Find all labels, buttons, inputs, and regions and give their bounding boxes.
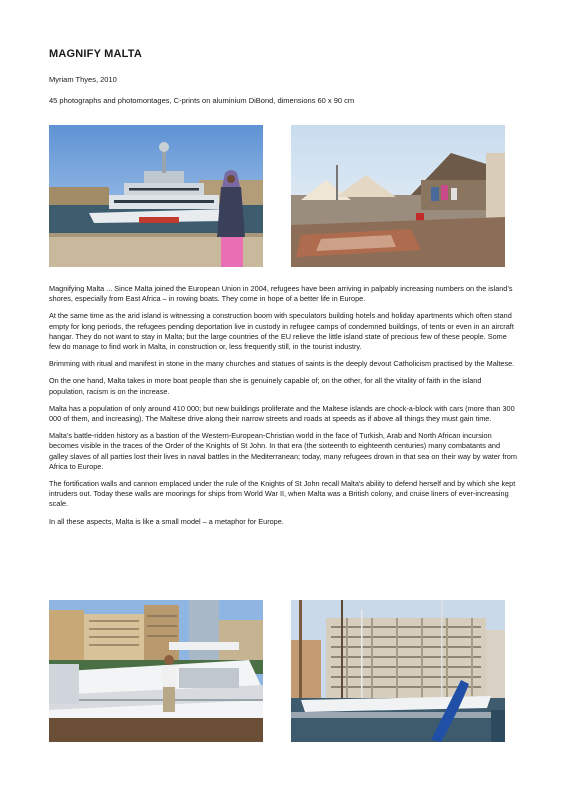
photo-boat-hotels (49, 600, 263, 742)
photo-yacht-woman (49, 125, 263, 267)
paragraph: Brimming with ritual and manifest in stone in the many churches and statues of saints is the deeply devout Catholicism practised by the Maltese. (49, 359, 515, 369)
paragraph: Malta’s battle-ridden history as a bastion of the Western-European-Christian world in the face of Turkish, Arab and North African incursion becomes visible in the traces of the Order of the Knights of St John. In that era (the sixteenth to eighteenth centuries) many combatants and galley slaves of all parties lost their lives in naval battles in the Mediterranean; today, many refugees drown in that sea on their way by water from Africa to Europe. (49, 431, 517, 471)
photo-refugee-tents (291, 125, 505, 267)
page-title: MAGNIFY MALTA (49, 48, 143, 60)
work-description: 45 photographs and photomontages, C-prints on aluminium DiBond, dimensions 60 x 90 cm (49, 96, 355, 105)
paragraph: Magnifying Malta ... Since Malta joined the European Union in 2004, refugees have been arriving in palpably increasing numbers on the island’s shores, especially from East Africa – in rowing boats. They come in hope of a better life in Europe. (49, 284, 513, 304)
paragraph: Malta has a population of only around 410 000; but new buildings proliferate and the Maltese islands are chock-a-block with cars (more than 300 000 of them, and increasing). The Maltese drive along their narrow streets and roads at speeds as if above all things they must gain time. (49, 403, 515, 424)
paragraph: The fortification walls and cannon emplaced under the rule of the Knights of St John recall Malta's ability to defend herself and by which she kept intruders out. Today these walls are moorings for ships from World War II, when Malta was a British colony, and cruise liners of ever-increasing scale. (49, 479, 516, 509)
body-text (49, 284, 517, 534)
paragraph: In all these aspects, Malta is like a small model – a metaphor for Europe. (49, 516, 284, 526)
paragraph: On the one hand, Malta takes in more boat people than she is genuinely capable of; on the other, for all the vitality of faith in the island population, racism is on the increase. (49, 376, 482, 396)
photo-harbour-sailboats (291, 600, 505, 742)
paragraph: At the same time as the arid island is witnessing a construction boom with speculators building hotels and holiday apartments which often stand empty for long periods, the refugees pending deportation live in custody in refugee camps of condemned buildings, of tents or even in an aircraft hangar. They do not want to stay in Malta; but the large countries of the EU relieve the little island state of precious few of these people. Some few do manage to find work in Malta, in construction or, less frequently still, in the tourist industry. (49, 311, 514, 352)
author-line: Myriam Thyes, 2010 (49, 75, 117, 84)
